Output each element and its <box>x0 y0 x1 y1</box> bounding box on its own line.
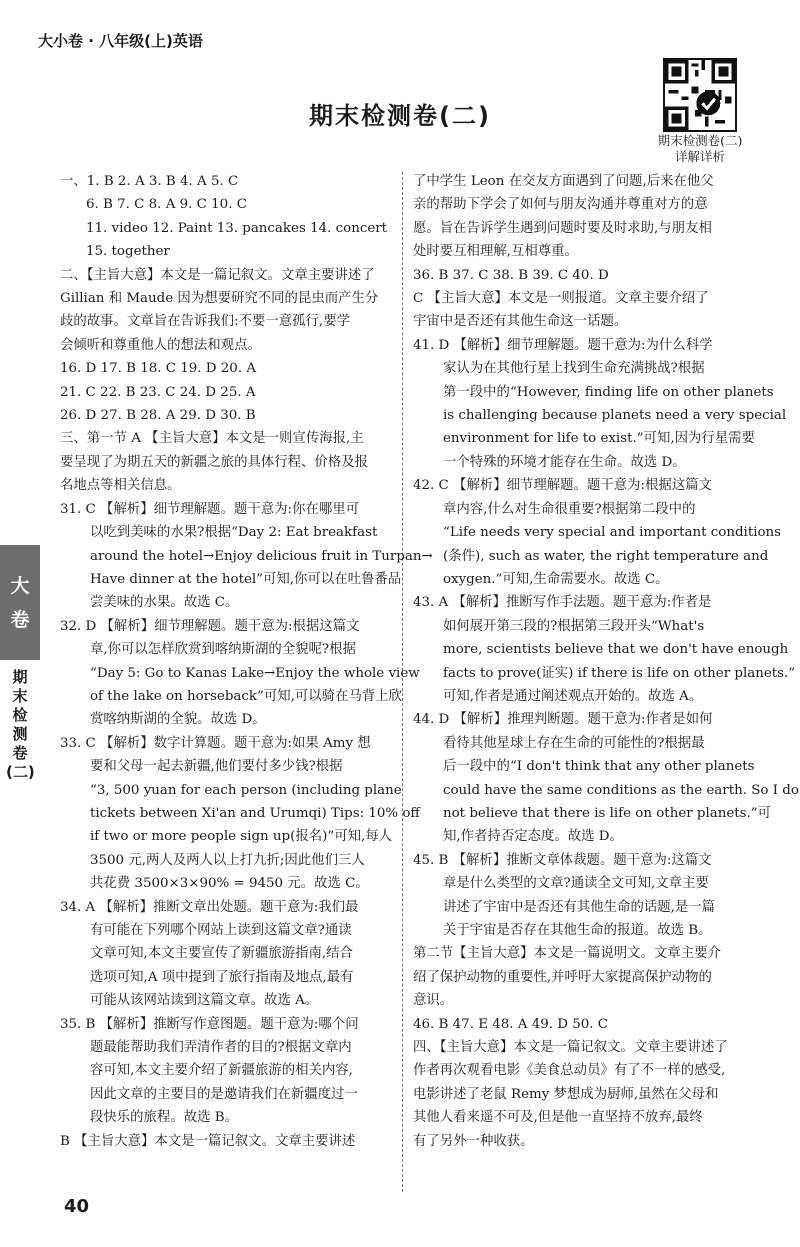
answer-line: 第二节【主旨大意】本文是一篇说明文。文章主要介 <box>413 946 721 962</box>
answer-line: 6. B 7. C 8. A 9. C 10. C <box>86 197 247 213</box>
answer-line: 关于宇宙是否存在其他生命的报道。故选 B。 <box>443 923 712 938</box>
side-tab-char: 大 <box>10 574 30 597</box>
answer-line: 共花费 3500×3×90% = 9450 元。故选 C。 <box>90 876 369 892</box>
answer-line: 43. A 【解析】推断写作手法题。题干意为:作者是 <box>413 595 712 611</box>
answer-line: 尝美味的水果。故选 C。 <box>90 595 239 611</box>
side-tab-label-char: 末 <box>12 687 28 705</box>
answer-line: 42. C 【解析】细节理解题。题干意为:根据这篇文 <box>413 478 712 494</box>
answer-line: 一个特殊的环境才能存在生命。故选 D。 <box>443 454 686 470</box>
answer-line: B 【主旨大意】本文是一篇记叙文。文章主要讲述 <box>60 1133 356 1149</box>
answer-line: 愿。旨在告诉学生遇到问题时要及时求助,与朋友相 <box>413 220 712 236</box>
answer-line: 要和父母一起去新疆,他们要付多少钱?根据 <box>90 759 343 775</box>
answer-line: 可知,作者是通过阐述观点开始的。故选 A。 <box>443 688 703 704</box>
answer-line: 作者再次观看电影《美食总动员》有了不一样的感受, <box>413 1063 726 1079</box>
answer-line: 电影讲述了老鼠 Remy 梦想成为厨师,虽然在父母和 <box>413 1086 719 1102</box>
answer-line: 16. D 17. B 18. C 19. D 20. A <box>60 361 257 377</box>
page-number: 40 <box>64 1196 90 1217</box>
answer-line: not believe that there is life on other planets.”可 <box>443 805 772 821</box>
answer-line: facts to prove(证实) if there is life on other planets.” <box>443 665 796 681</box>
side-tab-label-char: 卷 <box>12 744 28 762</box>
answer-line: 题最能帮助我们弄清作者的目的?根据文章内 <box>90 1040 352 1056</box>
answer-line: oxygen.”可知,生命需要水。故选 C。 <box>443 571 669 587</box>
answer-line: 因此文章的主要目的是邀请我们在新疆度过一 <box>90 1086 358 1102</box>
side-tab-char: 卷 <box>10 608 30 631</box>
page-title: 期末检测卷(二) <box>309 102 491 130</box>
answer-line: 以吃到美味的水果?根据“Day 2: Eat breakfast <box>90 525 378 541</box>
answer-line: 章是什么类型的文章?通读全文可知,文章主要 <box>443 876 709 892</box>
answer-line: environment for life to exist.”可知,因为行星需要 <box>443 431 755 447</box>
answer-line: 处时要互相理解,互相尊重。 <box>413 244 578 260</box>
answer-line: of the lake on horseback”可知,可以骑在马背上欣 <box>90 688 403 704</box>
answer-line: 章内容,什么对生命很重要?根据第二段中的 <box>443 501 696 517</box>
answer-line: could have the same conditions as the earth. So I do <box>443 782 799 798</box>
answer-line: 段快乐的旅程。故选 B。 <box>90 1110 239 1126</box>
qr-caption <box>640 133 760 165</box>
answer-line: 宇宙中是否还有其他生命这一话题。 <box>413 314 628 330</box>
answer-column-right <box>413 170 799 1153</box>
answer-line: 有了另外一种收获。 <box>413 1133 534 1149</box>
qr-caption-sub: 详解详析 <box>674 149 725 164</box>
answer-line: Have dinner at the hotel”可知,你可以在吐鲁番品 <box>90 571 402 587</box>
answer-line: 歧的故事。文章旨在告诉我们:不要一意孤行,要学 <box>60 314 350 330</box>
answer-line: 文章可知,本文主要宣传了新疆旅游指南,结合 <box>90 946 353 962</box>
answer-line: 46. B 47. E 48. A 49. D 50. C <box>413 1016 609 1032</box>
answer-line: 26. D 27. B 28. A 29. D 30. B <box>60 408 256 424</box>
side-tab-label-char: 期 <box>12 668 28 686</box>
answer-line: “Day 5: Go to Kanas Lake→Enjoy the whole view <box>90 665 420 681</box>
answer-line: 赏喀纳斯湖的全貌。故选 D。 <box>90 712 266 728</box>
answer-line: “Life needs very special and important conditions <box>443 525 782 541</box>
answer-line: (条件), such as water, the right temperature and <box>443 548 769 564</box>
answer-line: 21. C 22. B 23. C 24. D 25. A <box>60 384 256 400</box>
answer-line: Gillian 和 Maude 因为想要研究不同的昆虫而产生分 <box>60 291 379 307</box>
answer-line: 有可能在下列哪个网站上读到这篇文章?通读 <box>90 923 352 938</box>
answer-line: 知,作者持否定态度。故选 D。 <box>443 829 623 845</box>
answer-line: C 【主旨大意】本文是一则报道。文章主要介绍了 <box>413 291 709 307</box>
answer-line: tickets between Xi'an and Urumqi) Tips: 10% off <box>90 805 420 821</box>
answer-line: 选项可知,A 项中提到了旅行指南及地点,最有 <box>90 969 354 985</box>
answer-line: 41. D 【解析】细节理解题。题干意为:为什么科学 <box>413 337 713 353</box>
answer-line: 名地点等相关信息。 <box>60 478 181 494</box>
answer-line: 看待其他星球上存在生命的可能性的?根据最 <box>443 735 705 751</box>
answer-line: 二、【主旨大意】本文是一篇记叙文。文章主要讲述了 <box>60 267 375 283</box>
answer-line: 绍了保护动物的重要性,并呼吁大家提高保护动物的 <box>413 969 712 985</box>
answer-line: 11. video 12. Paint 13. pancakes 14. concert <box>86 220 388 236</box>
answer-line: 如何展开第三段的?根据第三段开头“What's <box>443 618 705 634</box>
answer-line: 三、第一节 A 【主旨大意】本文是一则宣传海报,主 <box>60 431 364 447</box>
book-header: 大小卷 · 八年级(上)英语 <box>38 32 203 50</box>
answer-line: around the hotel→Enjoy delicious fruit in Turpan→ <box>90 548 433 564</box>
answer-line: 31. C 【解析】细节理解题。题干意为:你在哪里可 <box>60 501 359 517</box>
side-tab-label-char: 测 <box>12 725 28 743</box>
answer-line: more, scientists believe that we don't have enough <box>443 642 789 658</box>
answer-line: is challenging because planets need a very special <box>443 408 787 424</box>
side-tab-label-char: 检 <box>12 706 28 724</box>
answer-line: 其他人看来遥不可及,但是他一直坚持不放弃,最终 <box>413 1110 703 1126</box>
answer-line: 容可知,本文主要介绍了新疆旅游的相关内容, <box>90 1063 353 1079</box>
answer-line: 34. A 【解析】推断文章出处题。题干意为:我们最 <box>60 899 359 915</box>
answer-line: 一、1. B 2. A 3. B 4. A 5. C <box>60 174 239 189</box>
answer-line: 家认为在其他行星上找到生命充满挑战?根据 <box>443 361 705 377</box>
side-tab-label <box>6 668 34 782</box>
answer-line: 后一段中的“I don't think that any other planets <box>443 759 755 775</box>
answer-line: 15. together <box>86 244 170 260</box>
answer-line: “3, 500 yuan for each person (including plane <box>90 782 402 798</box>
side-tab-label-char: (二) <box>6 763 35 781</box>
answer-line: 讲述了宇宙中是否还有其他生命的话题,是一篇 <box>443 899 716 915</box>
answer-line: 第一段中的“However, finding life on other planets <box>443 384 774 400</box>
answer-line: 35. B 【解析】推断写作意图题。题干意为:哪个问 <box>60 1016 359 1032</box>
answer-line: 意识。 <box>413 993 454 1009</box>
answer-line: 3500 元,两人及两人以上打九折;因此他们三人 <box>90 852 365 868</box>
answer-line: if two or more people sign up(报名)”可知,每人 <box>90 829 393 845</box>
answer-line: 亲的帮助下学会了如何与朋友沟通并尊重对方的意 <box>413 197 708 213</box>
answer-line: 要呈现了为期五天的新疆之旅的具体行程、价格及报 <box>60 454 368 470</box>
answer-line: 33. C 【解析】数字计算题。题干意为:如果 Amy 想 <box>60 735 371 751</box>
answer-line: 可能从该网站读到这篇文章。故选 A。 <box>90 993 319 1009</box>
answer-column-left <box>60 170 433 1153</box>
answer-line: 32. D 【解析】细节理解题。题干意为:根据这篇文 <box>60 618 360 634</box>
qr-caption-title: 期末检测卷(二) <box>657 133 743 148</box>
answer-line: 了中学生 Leon 在交友方面遇到了问题,后来在他父 <box>413 174 714 189</box>
answer-line: 36. B 37. C 38. B 39. C 40. D <box>413 267 609 283</box>
answer-line: 45. B 【解析】推断文章体裁题。题干意为:这篇文 <box>413 852 712 868</box>
side-tab <box>0 545 40 660</box>
answer-line: 会倾听和尊重他人的想法和观点。 <box>60 337 261 353</box>
qr-code-icon[interactable] <box>663 58 737 132</box>
answer-line: 四、【主旨大意】本文是一篇记叙文。文章主要讲述了 <box>413 1040 728 1056</box>
answer-line: 章,你可以怎样欣赏到喀纳斯湖的全貌呢?根据 <box>90 642 356 658</box>
answer-line: 44. D 【解析】推理判断题。题干意为:作者是如何 <box>413 712 713 728</box>
